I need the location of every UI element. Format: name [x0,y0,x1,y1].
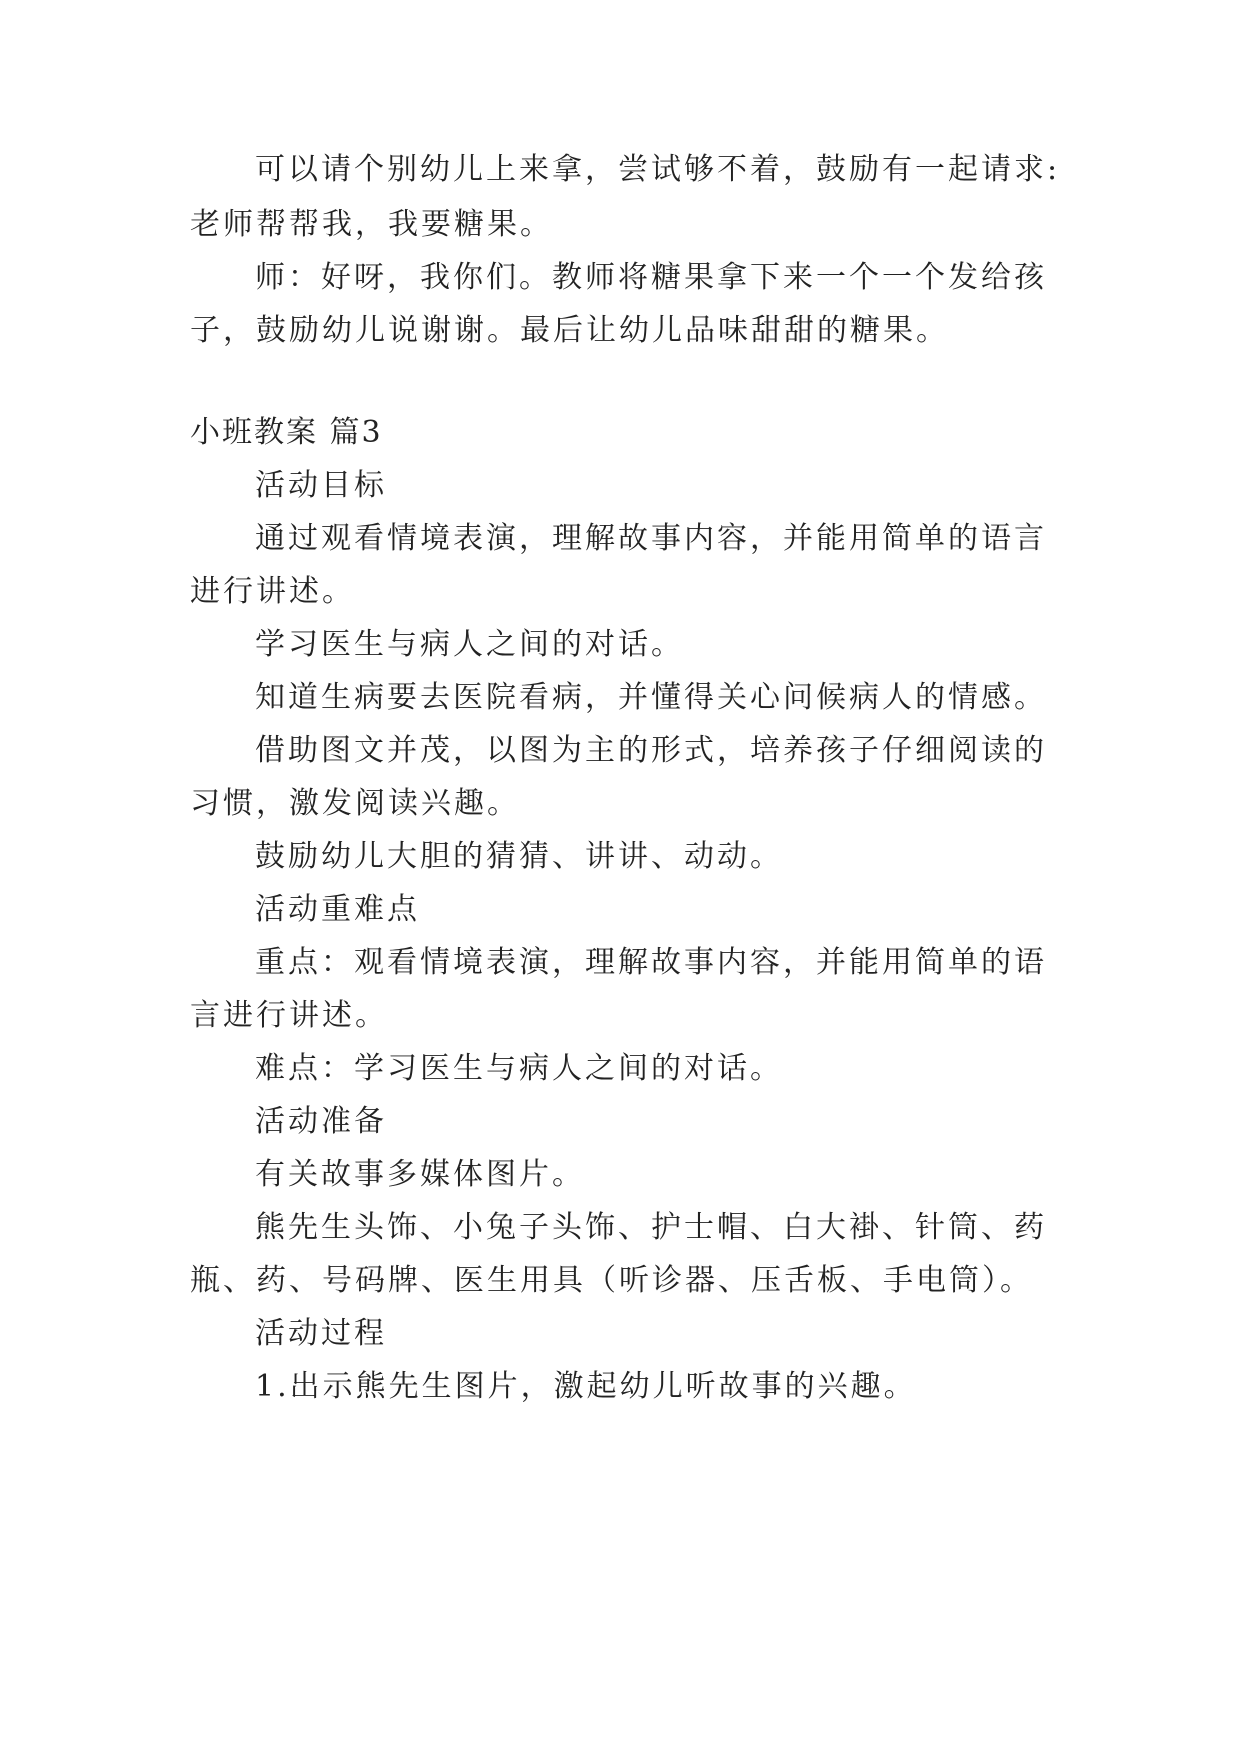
paragraph-line: 1.出示熊先生图片，激起幼儿听故事的兴趣。 [255,1369,917,1404]
section-heading: 活动重难点 [255,892,420,927]
paragraph-line: 熊先生头饰、小兔子头饰、护士帽、白大褂、针筒、药 [255,1210,1047,1245]
paragraph-line: 进行讲述。 [190,574,355,609]
paragraph-line: 瓶、药、号码牌、医生用具（听诊器、压舌板、手电筒）。 [190,1263,1033,1298]
paragraph-line: 可以请个别幼儿上来拿，尝试够不着，鼓励有一起请求: [255,152,1061,187]
paragraph-line: 习惯，激发阅读兴趣。 [190,786,520,821]
paragraph-line: 借助图文并茂，以图为主的形式，培养孩子仔细阅读的 [255,733,1047,768]
paragraph-line: 老师帮帮我，我要糖果。 [190,207,553,242]
section-heading: 活动准备 [255,1104,387,1139]
paragraph-line: 学习医生与病人之间的对话。 [255,627,684,662]
paragraph-line: 言进行讲述。 [190,998,388,1033]
section-heading: 活动目标 [255,468,387,503]
section-heading: 活动过程 [255,1316,387,1351]
paragraph-line: 有关故事多媒体图片。 [255,1157,585,1192]
paragraph-line: 重点：观看情境表演，理解故事内容，并能用简单的语 [255,945,1047,980]
paragraph-line: 通过观看情境表演，理解故事内容，并能用简单的语言 [255,521,1047,556]
paragraph-line: 鼓励幼儿大胆的猜猜、讲讲、动动。 [255,839,783,874]
paragraph-line: 师：好呀，我你们。教师将糖果拿下来一个一个发给孩 [255,260,1047,295]
paragraph-line: 难点：学习医生与病人之间的对话。 [255,1051,783,1086]
section-title: 小班教案 篇3 [190,415,383,450]
paragraph-line: 知道生病要去医院看病，并懂得关心问候病人的情感。 [255,680,1047,715]
paragraph-line: 子，鼓励幼儿说谢谢。最后让幼儿品味甜甜的糖果。 [190,313,949,348]
